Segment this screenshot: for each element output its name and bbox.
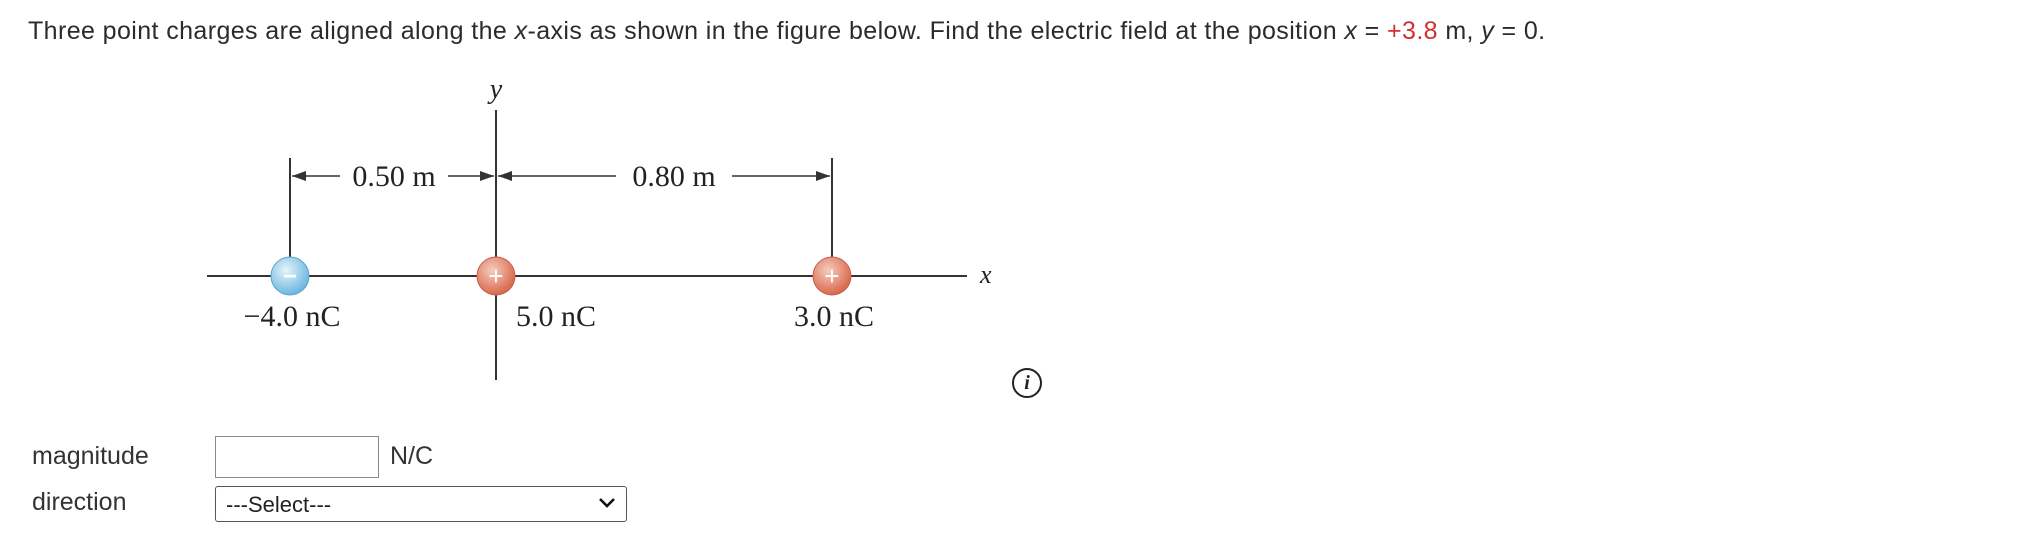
dim-right-label: 0.80 m	[632, 160, 716, 193]
negative-sign: −	[282, 263, 298, 290]
x-axis-label: x	[980, 260, 992, 289]
x-variable: x	[514, 17, 528, 45]
direction-select[interactable]	[215, 486, 627, 522]
charge-label-right: 3.0 nC	[793, 300, 875, 333]
charge-negative	[271, 257, 309, 295]
magnitude-unit: N/C	[390, 442, 434, 470]
y-axis-label: y	[489, 74, 503, 105]
equals-sign: =	[1357, 17, 1388, 45]
dim-left-arrow-b	[480, 171, 494, 181]
dim-right-arrow-b	[816, 171, 830, 181]
question-part: Three point charges are aligned along the	[28, 17, 515, 45]
info-icon[interactable]: i	[1012, 368, 1042, 398]
direction-label: direction	[32, 488, 127, 516]
charge-positive-right	[813, 257, 851, 295]
question-part: m,	[1437, 17, 1482, 45]
y-position-value: = 0.	[1494, 17, 1546, 45]
x-position-value: +3.8	[1387, 17, 1438, 45]
charge-label-center: 5.0 nC	[515, 300, 597, 333]
magnitude-label: magnitude	[32, 442, 149, 470]
x-variable: x	[1344, 17, 1358, 45]
magnitude-input[interactable]	[215, 436, 379, 478]
charge-positive-center	[477, 257, 515, 295]
y-variable: y	[1481, 17, 1495, 45]
question-part: -axis as shown in the figure below. Find the electric field at the position	[527, 17, 1345, 45]
dim-left-arrow-a	[292, 171, 306, 181]
chevron-down-icon	[598, 496, 616, 515]
positive-sign: +	[488, 261, 504, 291]
dim-left-label: 0.50 m	[352, 160, 436, 193]
direction-selected-value: ---Select---	[226, 492, 332, 517]
charge-label-negative: −4.0 nC	[243, 300, 341, 333]
positive-sign: +	[824, 261, 840, 291]
dim-right-arrow-a	[498, 171, 512, 181]
